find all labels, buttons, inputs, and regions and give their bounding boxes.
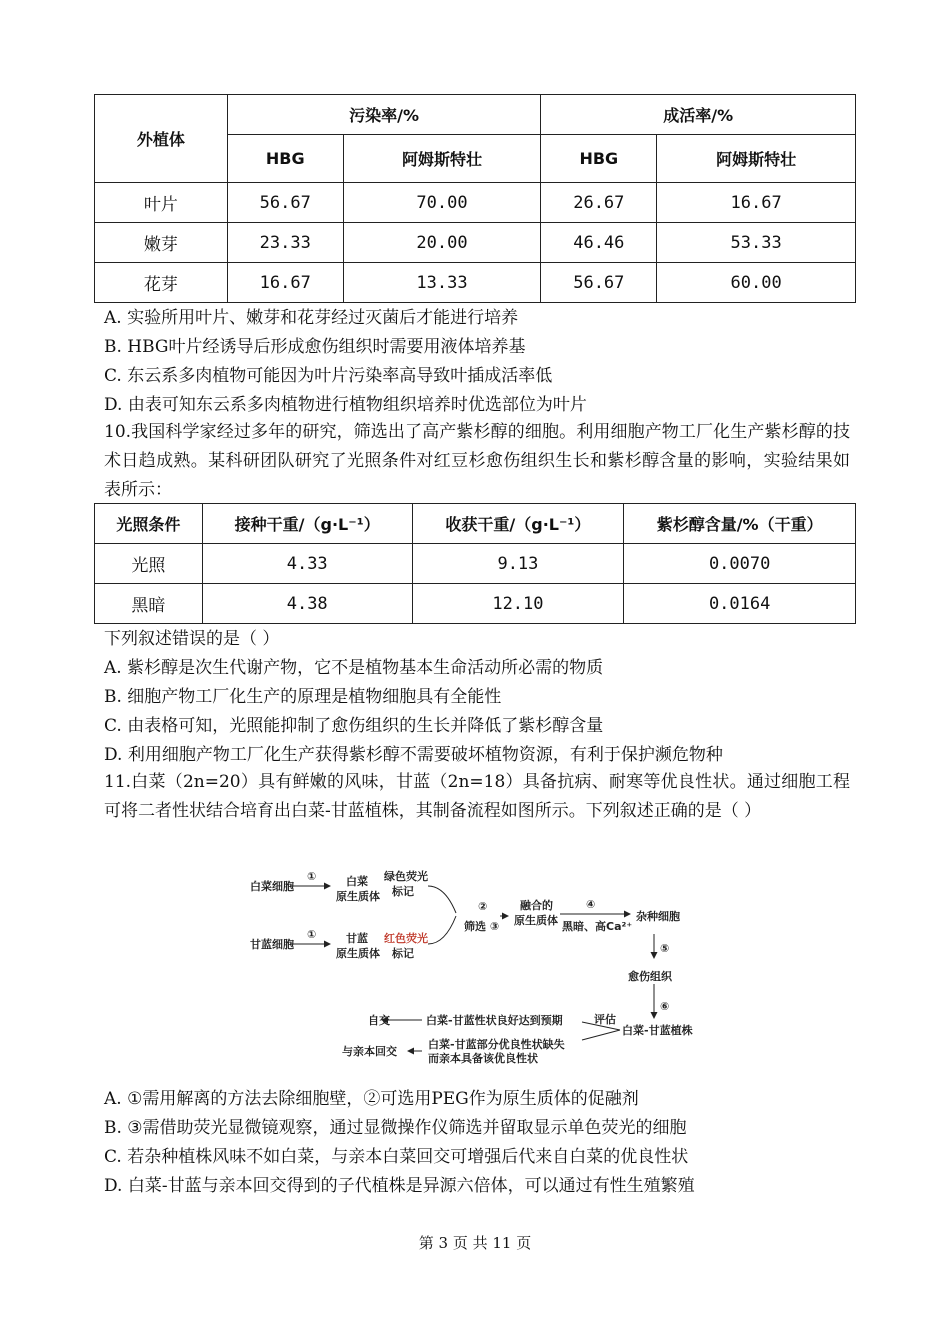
header-taxol: 紫杉醇含量/%（干重） [624,504,856,544]
q9-option-b: B. HBG叶片经诱导后形成愈伤组织时需要用液体培养基 [104,337,526,357]
fig-lack: 白菜-甘蓝部分优良性状缺失 [428,1038,565,1051]
explant-table [94,94,856,303]
q10-option-a: A. 紫杉醇是次生代谢产物，它不是植物基本生命活动所必需的物质 [104,658,604,678]
fig-evaluate: 评估 [594,1013,616,1026]
cell: 花芽 [95,263,228,303]
cell: 53.33 [657,223,856,263]
cell: 4.38 [202,584,412,624]
fig-cabbage-proto: 白菜 [346,875,368,888]
cell: 0.0070 [624,544,856,584]
fig-selfing: 自交 [368,1014,390,1027]
fig-red-label: 红色荧光 [384,932,428,945]
cell: 23.33 [227,223,343,263]
page-footer: 第 3 页 共 11 页 [418,1234,532,1252]
fig-cabbage-proto: 原生质体 [336,890,380,903]
cell: 20.00 [343,223,541,263]
q11-option-a: A. ①需用解离的方法去除细胞壁，②可选用PEG作为原生质体的促融剂 [104,1089,639,1109]
header-explant: 外植体 [95,95,228,183]
fig-step6: ⑥ [660,1000,670,1013]
header-hbg: HBG [227,135,343,183]
cell: 70.00 [343,183,541,223]
q10-option-b: B. 细胞产物工厂化生产的原理是植物细胞具有全能性 [104,687,502,707]
fig-hybrid: 杂种细胞 [636,910,680,923]
fig-good: 白菜-甘蓝性状良好达到预期 [426,1014,563,1027]
header-amsterdam: 阿姆斯特壮 [343,135,541,183]
q11-stem: 11.白菜（2n=20）具有鲜嫩的风味，甘蓝（2n=18）具备抗病、耐寒等优良性状。通过细胞工程可将二者性状结合培育出白菜-甘蓝植株，其制备流程如图所示。下列叙述正确的是（ ） [104,772,850,821]
fig-step5: ⑤ [660,942,670,955]
fig-red-label: 标记 [392,947,414,960]
fig-cabbage-cell: 白菜细胞 [250,880,294,893]
fig-kale-cell: 甘蓝细胞 [250,938,294,951]
table-row [95,223,856,263]
fig-kale-proto: 甘蓝 [346,932,368,945]
fig-step4: ④ [586,898,596,911]
table-row [95,584,856,624]
cell: 46.46 [541,223,657,263]
header-light: 光照条件 [95,504,203,544]
q11-option-d: D. 白菜-甘蓝与亲本回交得到的子代植株是异源六倍体，可以通过有性生殖繁殖 [104,1176,695,1196]
fig-step1: ① [307,928,317,941]
cell: 56.67 [227,183,343,223]
q11-option-c: C. 若杂种植株风味不如白菜，与亲本白菜回交可增强后代来自白菜的优良性状 [104,1147,689,1167]
cell: 16.67 [227,263,343,303]
cell: 光照 [95,544,203,584]
header-hbg: HBG [541,135,657,183]
fig-green-label: 绿色荧光 [384,870,428,883]
q10-option-c: C. 由表格可知，光照能抑制了愈伤组织的生长并降低了紫杉醇含量 [104,716,604,736]
cell: 12.10 [412,584,624,624]
cell: 叶片 [95,183,228,223]
cell: 嫩芽 [95,223,228,263]
header-amsterdam: 阿姆斯特壮 [657,135,856,183]
q9-option-a: A. 实验所用叶片、嫩芽和花芽经过灭菌后才能进行培养 [104,308,519,328]
cell: 0.0164 [624,584,856,624]
cell: 26.67 [541,183,657,223]
flowchart-figure [250,858,730,1078]
cell: 9.13 [412,544,624,584]
cell: 60.00 [657,263,856,303]
fig-lack: 而亲本具备该优良性状 [428,1052,538,1065]
fig-kale-proto: 原生质体 [336,947,380,960]
fig-plant: 白菜-甘蓝植株 [622,1024,693,1037]
q9-option-c: C. 东云系多肉植物可能因为叶片污染率高导致叶插成活率低 [104,366,553,386]
fig-fused: 原生质体 [514,914,558,927]
cell: 4.33 [202,544,412,584]
table-row [95,263,856,303]
cell: 13.33 [343,263,541,303]
cell: 黑暗 [95,584,203,624]
fig-dark: 黑暗、高Ca²⁺ [562,920,633,933]
cell: 56.67 [541,263,657,303]
header-survival: 成活率/% [541,95,856,135]
header-harvest: 收获干重/（g·L⁻¹） [412,504,624,544]
table-row [95,544,856,584]
fig-backcross: 与亲本回交 [342,1045,397,1058]
cell: 16.67 [657,183,856,223]
table-row [95,183,856,223]
q10-question: 下列叙述错误的是（ ） [104,629,280,649]
fig-green-label: 标记 [392,885,414,898]
header-inoculum: 接种干重/（g·L⁻¹） [202,504,412,544]
q10-option-d: D. 利用细胞产物工厂化生产获得紫杉醇不需要破坏植物资源，有利于保护濒危物种 [104,745,723,765]
fig-step2: ② [478,900,488,913]
q10-stem: 10.我国科学家经过多年的研究，筛选出了高产紫杉醇的细胞。利用细胞产物工厂化生产紫杉醇的技术日趋成熟。某科研团队研究了光照条件对红豆杉愈伤组织生长和紫杉醇含量的影响，实验结果如表所示： [104,422,850,500]
q9-option-d: D. 由表可知东云系多肉植物进行植物组织培养时优选部位为叶片 [104,395,587,415]
fig-fused: 融合的 [520,899,553,912]
fig-screen: 筛选 ③ [464,920,500,933]
fig-callus: 愈伤组织 [628,970,672,983]
q11-option-b: B. ③需借助荧光显微镜观察，通过显微操作仪筛选并留取显示单色荧光的细胞 [104,1118,687,1138]
header-contamination: 污染率/% [227,95,541,135]
taxol-table [94,503,856,624]
fig-step1: ① [307,870,317,883]
